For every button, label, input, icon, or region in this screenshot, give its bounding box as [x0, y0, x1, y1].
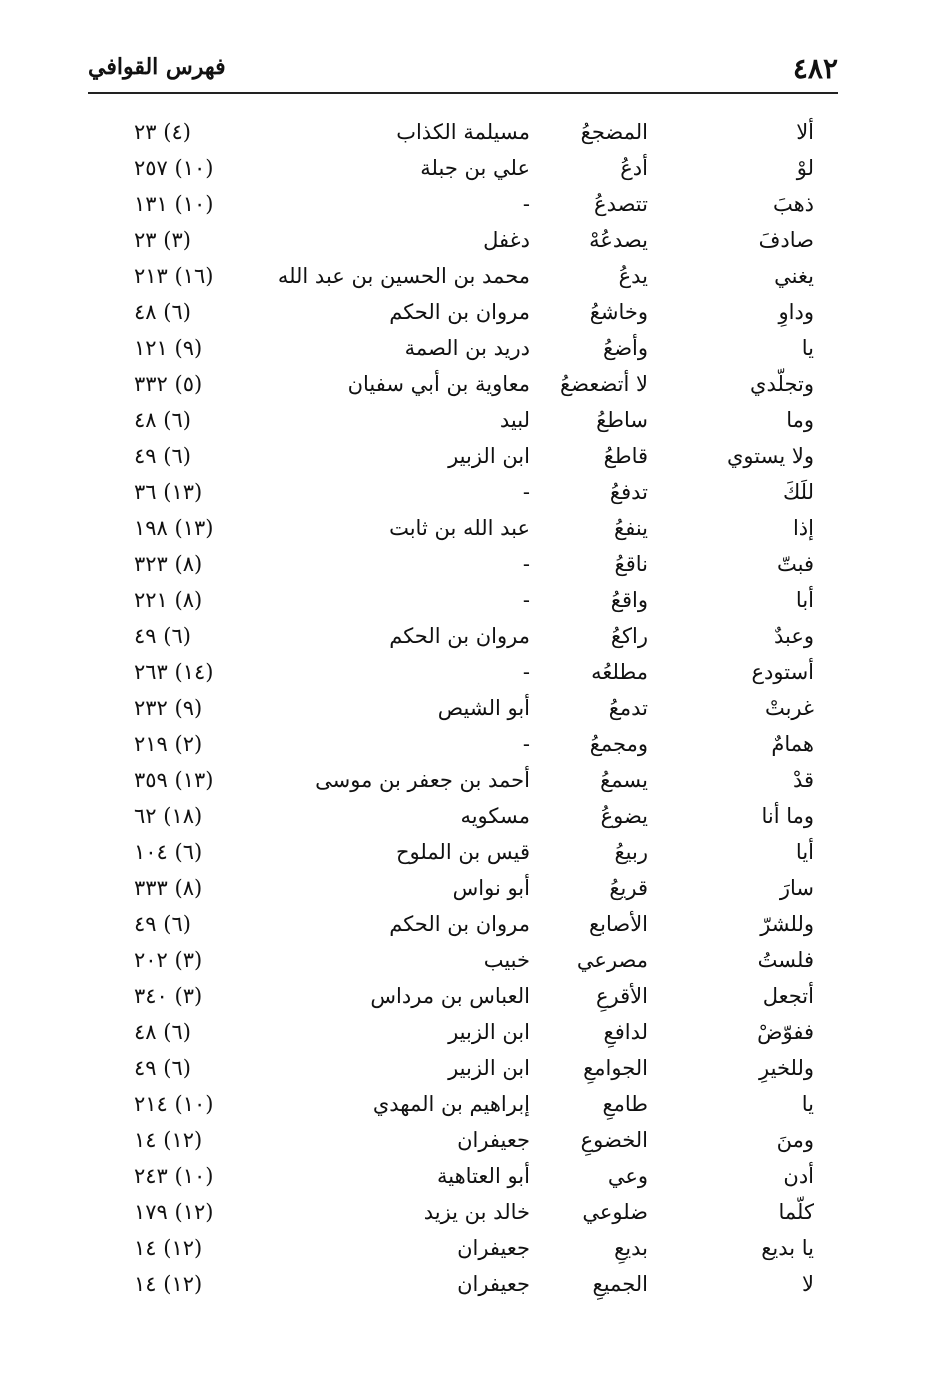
page-reference: (٨) ٣٢٣	[134, 552, 203, 576]
rhyme-word: يصدعُهْ	[589, 228, 648, 252]
verse-start: ففوّضْ	[757, 1020, 814, 1044]
table-row	[0, 942, 940, 978]
table-row	[0, 870, 940, 906]
poet-name: دريد بن الصمة	[404, 336, 530, 360]
rhyme-word: يضوعُ	[600, 804, 648, 828]
verse-start: فلستُ	[757, 948, 814, 972]
rhyme-word: ينفعُ	[614, 516, 648, 540]
table-row	[0, 1050, 940, 1086]
poet-name: معاوية بن أبي سفيان	[347, 372, 530, 396]
verse-start: أستودع	[751, 660, 814, 684]
table-row	[0, 654, 940, 690]
table-row	[0, 726, 940, 762]
rhyme-word: وأضعُ	[603, 336, 648, 360]
poet-name: -	[522, 192, 530, 216]
page-reference: (١٢) ١٧٩	[134, 1200, 214, 1224]
rhyme-word: بديعِ	[614, 1236, 648, 1260]
page-reference: (١٠) ٢٥٧	[134, 156, 214, 180]
table-row	[0, 330, 940, 366]
poet-name: ابن الزبير	[448, 444, 530, 468]
page-reference: (١٤) ٢٦٣	[134, 660, 214, 684]
poet-name: جعيفران	[457, 1128, 530, 1152]
verse-start: ألا	[796, 120, 814, 144]
table-row	[0, 618, 940, 654]
rhyme-word: مصرعي	[576, 948, 648, 972]
rhyme-word: ربيعُ	[614, 840, 648, 864]
verse-start: كلّما	[778, 1200, 814, 1224]
rhyme-word: ومجمعُ	[589, 732, 648, 756]
poet-name: -	[522, 480, 530, 504]
page-reference: (١٢) ١٤	[134, 1272, 203, 1296]
rhyme-word: ناقعُ	[614, 552, 648, 576]
page-header	[88, 50, 838, 90]
page-reference: (٦) ٤٩	[134, 912, 191, 936]
page-reference: (١٠) ٢٤٣	[134, 1164, 214, 1188]
verse-start: ولا يستوي	[727, 444, 814, 468]
rhyme-word: واقعُ	[610, 588, 648, 612]
header-rule	[88, 92, 838, 94]
page-reference: (١٣) ٣٦	[134, 480, 203, 504]
poet-name: ابن الزبير	[448, 1056, 530, 1080]
poet-name: -	[522, 588, 530, 612]
verse-start: وما أنا	[761, 804, 814, 828]
verse-start: غربتْ	[764, 696, 814, 720]
table-row	[0, 690, 940, 726]
rhyme-word: المضجعُ	[580, 120, 648, 144]
verse-start: يغني	[774, 264, 814, 288]
page-reference: (٦) ٤٨	[134, 300, 191, 324]
table-row	[0, 1194, 940, 1230]
verse-start: وتجلّدي	[750, 372, 814, 396]
table-row	[0, 222, 940, 258]
table-row	[0, 114, 940, 150]
verse-start: أيا	[795, 840, 814, 864]
page-reference: (٥) ٣٣٢	[134, 372, 203, 396]
poet-name: محمد بن الحسين بن عبد الله	[277, 264, 530, 288]
poet-name: علي بن جبلة	[420, 156, 530, 180]
rhyme-word: ضلوعي	[582, 1200, 648, 1224]
table-row	[0, 1086, 940, 1122]
verse-start: وداوِ	[778, 300, 814, 324]
rhyme-word: الأصابع	[588, 912, 648, 936]
verse-start: أدن	[783, 1164, 814, 1188]
table-row	[0, 978, 940, 1014]
page-reference: (١٣) ٣٥٩	[134, 768, 214, 792]
page-reference: (٢) ٢١٩	[134, 732, 203, 756]
page-reference: (٨) ٢٢١	[134, 588, 203, 612]
poet-name: إبراهيم بن المهدي	[372, 1092, 530, 1116]
page-reference: (٩) ٢٣٢	[134, 696, 203, 720]
poet-name: مروان بن الحكم	[389, 624, 530, 648]
table-row	[0, 1122, 940, 1158]
table-row	[0, 1230, 940, 1266]
rhyme-word: تدفعُ	[609, 480, 648, 504]
page-reference: (٦) ٤٩	[134, 624, 191, 648]
rhyme-word: راكعُ	[610, 624, 648, 648]
index-title: فهرس القوافي	[88, 54, 226, 80]
table-row	[0, 798, 940, 834]
page-reference: (٣) ٣٤٠	[134, 984, 203, 1008]
verse-start: همامٌ	[771, 732, 814, 756]
table-row	[0, 294, 940, 330]
page-reference: (٦) ٤٨	[134, 1020, 191, 1044]
table-row	[0, 510, 940, 546]
poet-name: أبو نواس	[452, 876, 530, 900]
rhyme-word: وخاشعُ	[589, 300, 648, 324]
table-row	[0, 258, 940, 294]
poet-name: أبو الشيص	[437, 696, 530, 720]
page-reference: (٣) ٢٠٢	[134, 948, 203, 972]
poet-name: دغفل	[483, 228, 530, 252]
rhyme-word: يسمعُ	[600, 768, 648, 792]
table-row	[0, 402, 940, 438]
verse-start: قدْ	[792, 768, 814, 792]
rhyme-word: وعي	[607, 1164, 648, 1188]
page-reference: (١٢) ١٤	[134, 1236, 203, 1260]
verse-start: لا	[802, 1272, 814, 1296]
rhyme-word: يدعُ	[618, 264, 648, 288]
table-row	[0, 438, 940, 474]
verse-start: أتجعل	[762, 984, 814, 1008]
rhyme-word: أدعُ	[620, 156, 648, 180]
page-reference: (٤) ٢٣	[134, 120, 191, 144]
verse-start: وللخيرِ	[759, 1056, 814, 1080]
table-row	[0, 834, 940, 870]
verse-start: وما	[786, 408, 814, 432]
rhyme-word: تتصدعُ	[594, 192, 648, 216]
rhyme-word: الخضوعِ	[580, 1128, 648, 1152]
rhyme-word: لا أتضعضعُ	[559, 372, 648, 396]
page-reference: (١٠) ٢١٤	[134, 1092, 214, 1116]
rhyme-index-table	[0, 114, 940, 1302]
poet-name: قيس بن الملوح	[395, 840, 530, 864]
poet-name: خبيب	[483, 948, 530, 972]
table-row	[0, 582, 940, 618]
table-row	[0, 186, 940, 222]
verse-start: يا بديع	[761, 1236, 814, 1260]
table-row	[0, 366, 940, 402]
poet-name: أحمد بن جعفر بن موسى	[315, 768, 530, 792]
table-row	[0, 546, 940, 582]
rhyme-word: الجوامعِ	[583, 1056, 648, 1080]
verse-start: إذا	[792, 516, 814, 540]
poet-name: مسيلمة الكذاب	[396, 120, 530, 144]
poet-name: خالد بن يزيد	[423, 1200, 530, 1224]
table-row	[0, 150, 940, 186]
rhyme-word: الأقرعِ	[596, 984, 648, 1008]
page-reference: (١٠) ١٣١	[134, 192, 214, 216]
page-reference: (٦) ٤٩	[134, 444, 191, 468]
rhyme-word: ساطعُ	[596, 408, 648, 432]
poet-name: -	[522, 552, 530, 576]
poet-name: أبو العتاهية	[437, 1164, 530, 1188]
verse-start: لوْ	[796, 156, 814, 180]
rhyme-word: طامعِ	[602, 1092, 648, 1116]
rhyme-word: مطلعُه	[591, 660, 648, 684]
verse-start: يا	[801, 1092, 814, 1116]
poet-name: مروان بن الحكم	[389, 300, 530, 324]
table-row	[0, 1158, 940, 1194]
table-row	[0, 1014, 940, 1050]
table-row	[0, 762, 940, 798]
poet-name: العباس بن مرداس	[370, 984, 530, 1008]
table-row	[0, 1266, 940, 1302]
poet-name: لبيد	[499, 408, 530, 432]
table-row	[0, 906, 940, 942]
rhyme-word: لدافعِ	[603, 1020, 648, 1044]
page-reference: (٦) ١٠٤	[134, 840, 203, 864]
verse-start: وللشرّ	[760, 912, 814, 936]
page-reference: (٣) ٢٣	[134, 228, 191, 252]
poet-name: -	[522, 732, 530, 756]
page-reference: (١٣) ١٩٨	[134, 516, 214, 540]
page-reference: (٦) ٤٨	[134, 408, 191, 432]
poet-name: عبد الله بن ثابت	[389, 516, 530, 540]
poet-name: جعيفران	[457, 1272, 530, 1296]
rhyme-word: تدمعُ	[608, 696, 648, 720]
page-reference: (٩) ١٢١	[134, 336, 203, 360]
rhyme-word: قريعُ	[609, 876, 648, 900]
page-reference: (١٦) ٢١٣	[134, 264, 214, 288]
verse-start: فبتّ	[777, 552, 814, 576]
poet-name: ابن الزبير	[448, 1020, 530, 1044]
page-reference: (١٢) ١٤	[134, 1128, 203, 1152]
rhyme-word: قاطعُ	[603, 444, 648, 468]
verse-start: سارَ	[779, 876, 814, 900]
page-reference: (١٨) ٦٢	[134, 804, 203, 828]
verse-start: وعبدٌ	[773, 624, 814, 648]
poet-name: جعيفران	[457, 1236, 530, 1260]
poet-name: -	[522, 660, 530, 684]
verse-start: أبا	[795, 588, 814, 612]
table-row	[0, 474, 940, 510]
verse-start: ذهبَ	[772, 192, 814, 216]
page-reference: (٨) ٣٣٣	[134, 876, 203, 900]
verse-start: للَكَ	[782, 480, 814, 504]
rhyme-word: الجميعِ	[592, 1272, 648, 1296]
poet-name: مسكويه	[460, 804, 530, 828]
verse-start: صادفَ	[758, 228, 814, 252]
verse-start: ومنَ	[776, 1128, 814, 1152]
poet-name: مروان بن الحكم	[389, 912, 530, 936]
page-reference: (٦) ٤٩	[134, 1056, 191, 1080]
verse-start: يا	[801, 336, 814, 360]
page-number: ٤٨٢	[792, 52, 838, 85]
